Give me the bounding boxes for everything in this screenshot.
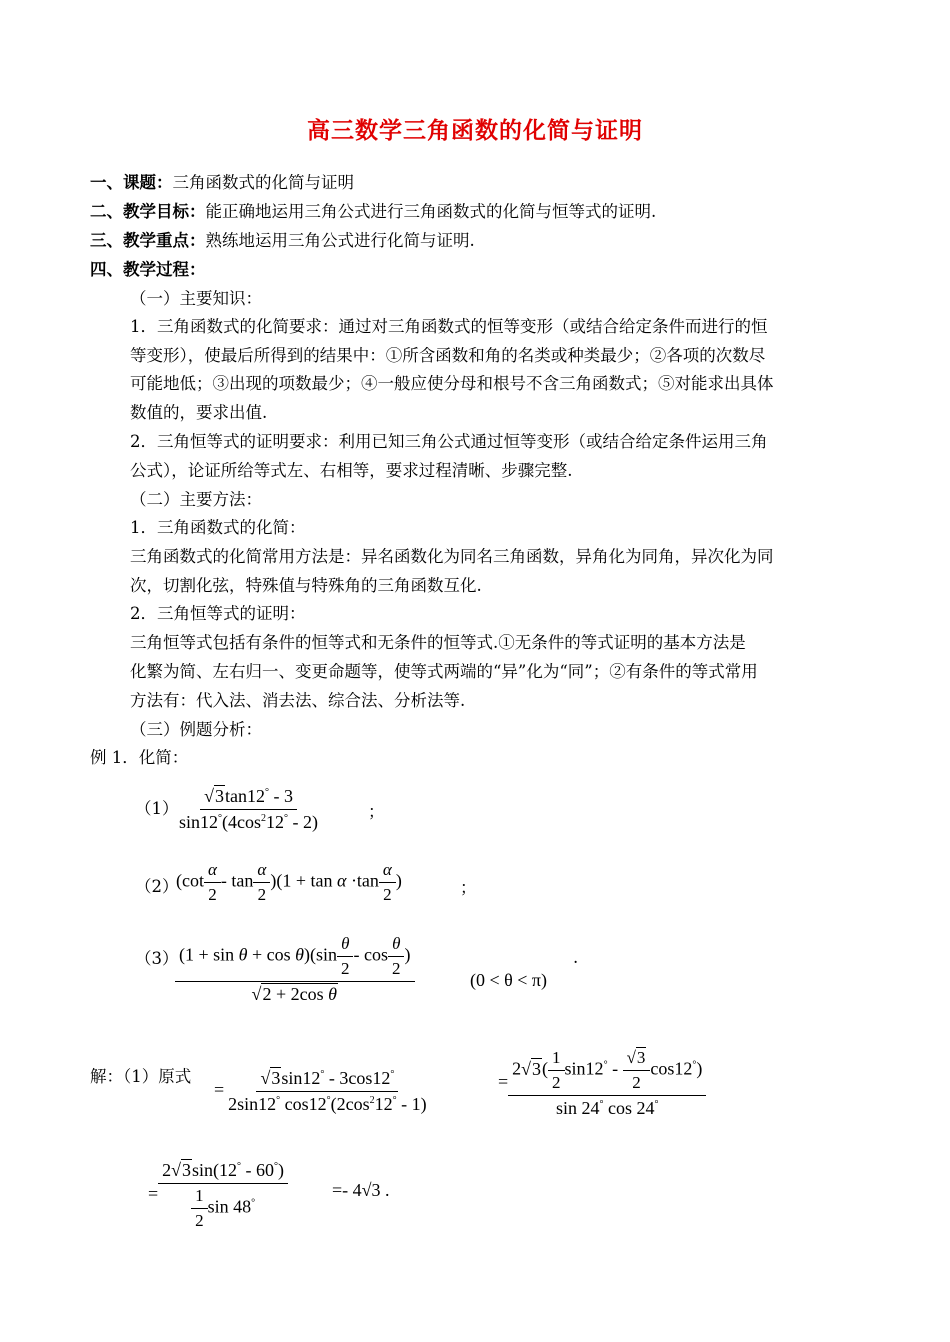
problem-number: （2） — [135, 877, 179, 896]
method-text-line: 次，切割化弦，特殊值与特殊角的三角函数互化. — [130, 576, 482, 595]
example-title: 例 1．化简： — [90, 748, 189, 767]
knowledge-p1-line: 可能地低；③出现的项数最少；④一般应使分母和根号不含三角函数式；⑤对能求出具体 — [130, 374, 774, 393]
punctuation: . — [573, 948, 579, 967]
knowledge-p1-line: 1．三角函数式的化简要求：通过对三角函数式的恒等变形（或结合给定条件而进行的恒 — [130, 317, 768, 336]
section-focus — [90, 227, 475, 255]
problem-1-formula: $\frac{√3\tan 12^\circ - 3}{\sin 12^\circ(4\cos^212^\circ - 2)}$ — [179, 786, 319, 832]
solution-step-3: = 2√3sin(12° - 60°) $\frac{1}{2}$ sin 48° — [148, 1160, 288, 1231]
solution-label: 解：（1）原式 — [90, 1067, 192, 1086]
method-title: 2．三角恒等式的证明： — [130, 604, 306, 623]
method-text-line: 三角函数式的化简常用方法是：异名函数化为同名三角函数，异角化为同角，异次化为同 — [130, 547, 774, 566]
problem-2-formula: (cot $\frac{\alpha}{2}$ - tan $\frac{\alpha}{2}$ )(1 + tan α ·tan $\frac{\alpha}{2}$ ) — [176, 860, 402, 904]
method-text-line: 化繁为简、左右归一、变更命题等，使等式两端的“异”化为“同”；②有条件的等式常用 — [130, 662, 758, 681]
knowledge-p1-line: 等变形），使最后所得到的结果中：①所含函数和角的名类或种类最少；②各项的次数尽 — [130, 346, 766, 365]
solution-step-1: = $\frac{√3\sin 12^\circ - 3\cos 12^\circ}{2\sin 12^\circ \cos 12^\circ(2\cos^212^\circ - 1)}$ — [214, 1068, 427, 1114]
method-text-line: 方法有：代入法、消去法、综合法、分析法等. — [130, 691, 466, 710]
section-label: 二、教学目标： — [90, 202, 206, 221]
knowledge-p2-line: 2．三角恒等式的证明要求：利用已知三角公式通过恒等变形（或结合给定条件运用三角 — [130, 432, 768, 451]
section-label: 一、课题： — [90, 173, 173, 192]
problem-number: （3） — [135, 949, 179, 968]
methods-heading: （二）主要方法： — [130, 490, 262, 509]
problem-3-condition: (0 < θ < π) — [470, 970, 548, 990]
section-text: 能正确地运用三角公式进行三角函数式的化简与恒等式的证明. — [205, 202, 657, 221]
solution-result: =- 4√3 . — [332, 1180, 390, 1200]
examples-heading: （三）例题分析： — [130, 720, 262, 739]
knowledge-p1-line: 数值的，要求出值. — [130, 403, 268, 422]
problem-3-formula: (1 + sin θ + cos θ)(sin $\frac{\theta}{2}$ - cos $\frac{\theta}{2}$ ) √2 + 2cos θ — [175, 934, 415, 1005]
section-goal — [90, 198, 656, 226]
method-text-line: 三角恒等式包括有条件的恒等式和无条件的恒等式.①无条件的等式证明的基本方法是 — [130, 633, 746, 652]
punctuation: ； — [460, 878, 477, 897]
section-topic — [90, 169, 354, 197]
knowledge-heading: （一）主要知识： — [130, 289, 262, 308]
section-text: 熟练地运用三角公式进行化简与证明. — [205, 231, 475, 250]
problem-number: （1） — [135, 799, 179, 818]
section-label: 三、教学重点： — [90, 231, 206, 250]
section-process: 四、教学过程： — [90, 260, 206, 279]
solution-step-2: = 2√3( $\frac{1}{2}$ sin12° - $\frac{√3}{2}$ cos12°) sin 24° cos 24° — [498, 1048, 706, 1119]
knowledge-p2-line: 公式），论证所给等式左、右相等，要求过程清晰、步骤完整. — [130, 461, 573, 480]
page-title: 高三数学三角函数的化简与证明 — [307, 117, 643, 144]
section-text: 三角函数式的化简与证明 — [172, 173, 354, 192]
method-title: 1．三角函数式的化简： — [130, 518, 306, 537]
punctuation: ； — [368, 802, 385, 821]
